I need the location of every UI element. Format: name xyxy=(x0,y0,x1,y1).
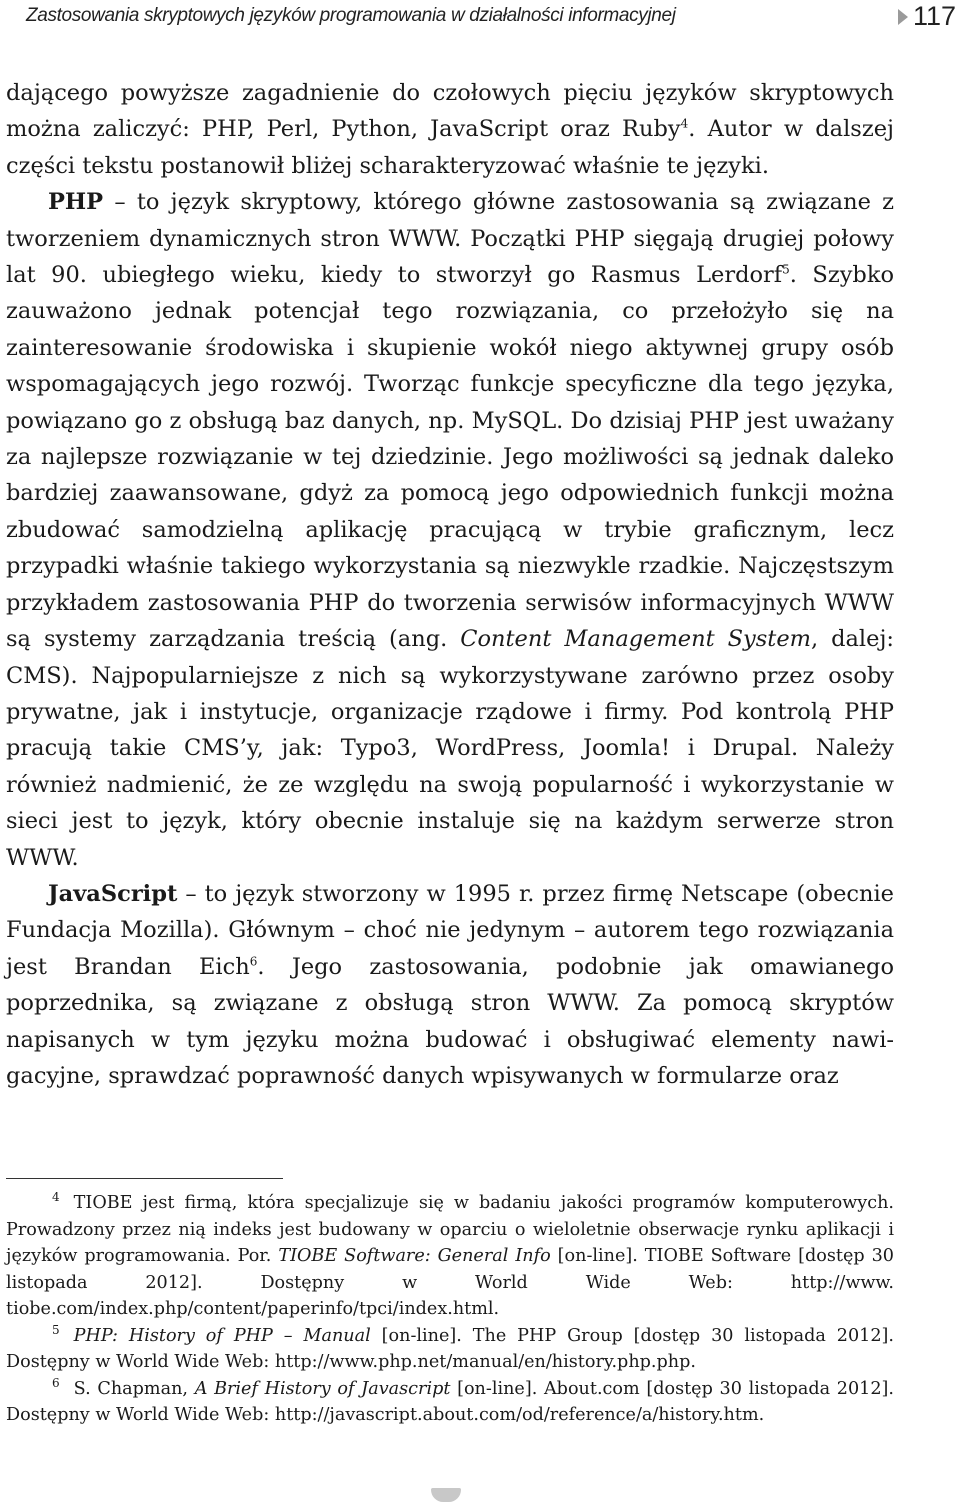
footnote-5 xyxy=(6,1323,894,1376)
paragraph-text: dającego powyższe zagadnienie do czołowych pięciu języków skryptowych można zaliczyć: PHP, Perl, Python, JavaScript oraz Ruby xyxy=(6,80,894,143)
footnote-ref-4: 4 xyxy=(680,116,689,131)
footnote-text: TIOBE jest firmą, która specjalizuje się w badaniu jakości programów komputerowych. Prowadzony przez nią indeks jest budowany w oparciu o wieloletnie obserwacje rynku aplikacji i języków programowania. Por. xyxy=(6,1193,894,1266)
footnote-text: [on-line]. TIOBE Software [dostęp 30 listopada 2012]. Dostępny w World Wide Web: http://www. tiobe.com/index.php/content/paperinfo/tpci/index.html. xyxy=(6,1246,894,1319)
footnote-ref-5: 5 xyxy=(782,262,790,277)
footnote-title: A Brief History of Javascript xyxy=(194,1378,451,1399)
footnote-text: S. Chapman, xyxy=(73,1378,195,1399)
paragraph-text: – to język skryptowy, którego główne zastosowania są związane z tworzeniem dynamicznych stron WWW. Początki PHP sięgają drugiej połowy lat 90. ubiegłego wieku, kiedy to stworzył go Rasmus Lerdorf xyxy=(6,189,894,289)
footnote-text: [on-line]. About.com [dostęp 30 listopada 2012]. Dostępny w World Wide Web: http://javascript.about.com/od/reference/a/history.htm. xyxy=(6,1378,894,1425)
footnote-6 xyxy=(6,1376,894,1429)
body-text xyxy=(6,75,894,1094)
term-php: PHP xyxy=(48,189,104,216)
page-marker-icon xyxy=(898,9,908,25)
paragraph-text: – to język stworzony w 1995 r. przez firmę Netscape (obecnie Fundacja Mozilla). Głównym – choć nie jedynym – autorem tego rozwiązania jest Brandan Eich xyxy=(6,880,894,980)
footnotes xyxy=(6,1190,894,1429)
footnote-4 xyxy=(6,1190,894,1323)
footnote-number: 4 xyxy=(52,1190,60,1205)
paragraph-javascript xyxy=(6,876,894,1094)
footnote-divider xyxy=(6,1178,283,1179)
italic-term: Content Management System xyxy=(460,626,811,653)
term-javascript: JavaScript xyxy=(48,880,178,907)
footnote-number: 6 xyxy=(52,1375,60,1390)
paragraph-intro xyxy=(6,75,894,184)
bottom-ornament xyxy=(431,1488,461,1502)
footnote-number: 5 xyxy=(52,1322,60,1337)
paragraph-text: . Jego zastosowania, podobnie jak omawianego poprzednika, są związane z obsługą stron WWW. Za pomocą skryptów napisanych w tym języku można budować i obsługiwać elementy nawigacyjne, sprawdzać poprawność danych wpisywanych w formularze oraz xyxy=(6,953,894,1089)
footnote-title: TIOBE Software: General Info xyxy=(278,1246,551,1266)
running-head xyxy=(8,1,957,32)
footnote-ref-6: 6 xyxy=(249,954,258,969)
page-number: 117 xyxy=(913,1,957,31)
paragraph-text: . Szybko zauważono jednak potencjał tego rozwiązania, co przełożyło się na zainteresowanie środowiska i skupienie wokół niego aktywnej grupy osób wspomagających jego rozwój. Tworząc funkcje specyficzne dla tego języka, powiązano go z obsługą baz danych, np. MySQL. Do dzisiaj PHP jest uważany za najlepsze rozwiązanie w tej dziedzinie. Jego możliwości są jednak daleko bardziej zaawansowane, gdyż za pomocą jego odpowiednich funkcji można zbudować samodzielną aplikację pracującą w trybie graficznym, lecz przypadki właśnie takiego wykorzystania są niezwykle rzadkie. Najczęstszym przykładem zastosowania PHP do tworzenia serwisów informacyjnych WWW są systemy zarządzania treścią (ang. xyxy=(6,262,894,653)
paragraph-php xyxy=(6,184,894,876)
paragraph-text: . Autor w dalszej części tekstu postanowił bliżej scharakteryzować właśnie te języki. xyxy=(6,116,894,179)
footnote-title: PHP: History of PHP – Manual xyxy=(73,1325,371,1346)
running-title: Zastosowania skryptowych języków programowania w działalności informacyjnej xyxy=(26,5,676,26)
paragraph-text: , dalej: CMS). Najpopularniejsze z nich są wykorzystywane zarówno przez osoby prywatne, jak i instytucje, organizacje rządowe i firmy. Pod kontrolą PHP pracują takie CMS’y, jak: Typo3, WordPress, Joomla! i Drupal. Należy również nadmienić, że ze względu na swoją popularność i wykorzystanie w sieci jest to język, który obecnie instaluje się na każdym serwerze stron WWW. xyxy=(6,626,895,871)
footnote-text: [on-line]. The PHP Group [dostęp 30 listopada 2012]. Dostępny w World Wide Web: http://www.php.net/manual/en/history.php.php. xyxy=(6,1325,894,1372)
